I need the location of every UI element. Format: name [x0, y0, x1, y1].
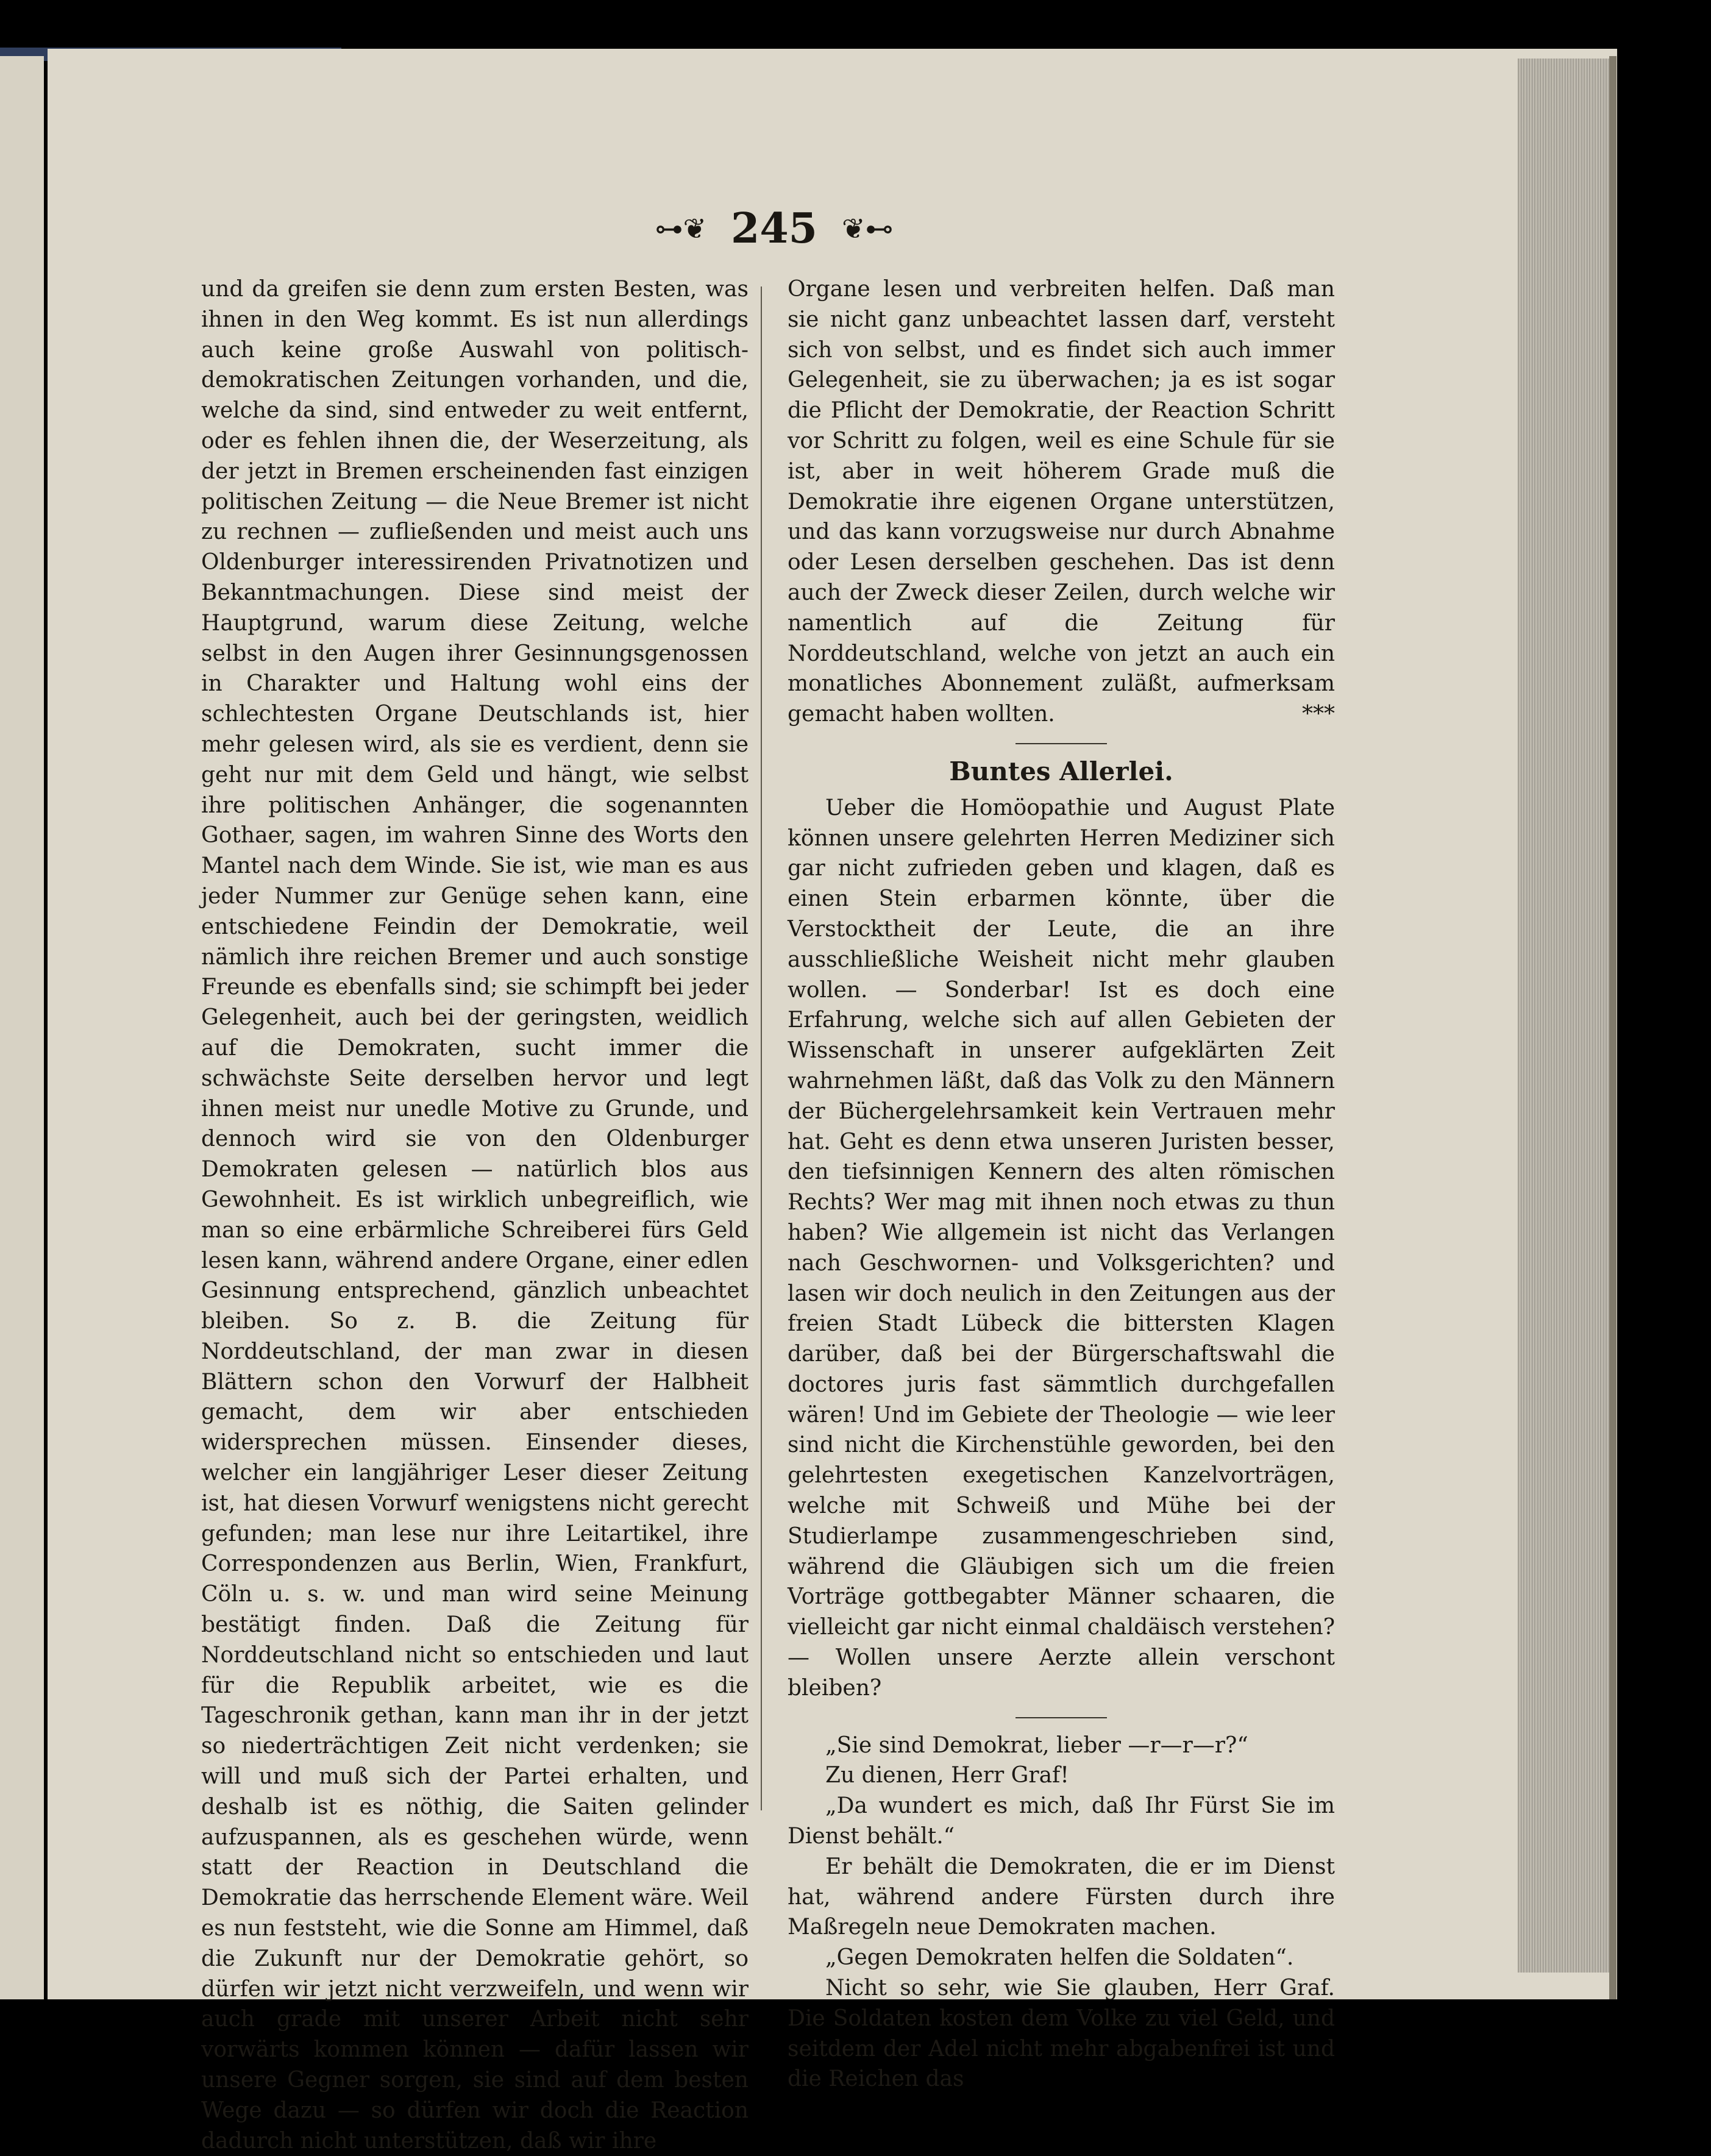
dialog-line: „Sie sind Demokrat, lieber —r—r—r?“: [825, 1732, 1248, 1758]
page-number: 245: [731, 204, 817, 253]
section-text: Ueber die Homöopathie und August Plate können unsere gelehrten Herren Mediziner sich gar nicht zufrieden geben und klagen, daß es einen Stein erbarmen könnte, über die Verstocktheit der Leute, die an ihre ausschließliche Weisheit nicht mehr glauben wollen. — Sonderbar! Ist es doch eine Erfahrung, welche sich auf allen Gebieten der Wissenschaft in unserer aufgeklärten Zeit wahrnehmen läßt, daß das Volk zu den Männern der Büchergelehrsamkeit kein Vertrauen mehr hat. Geht es denn etwa unseren Juristen besser, den tiefsinnigen Kennern des alten römischen Rechts? Wer mag mit ihnen noch etwas zu thun haben? Wie allgemein ist nicht das Verlangen nach Geschwornen- und Volksgerichten? und lasen wir doch neulich in den Zeitungen aus der freien Stadt Lübeck die bittersten Klagen darüber, daß bei der Bürgerschaftswahl die doctores juris fast sämmtlich durchgefallen wären! Und im Gebiete der Theologie — wie leer sind nicht die Kirchenstühle geworden, bei den gelehrtesten exegetischen Kanzelvorträgen, welche mit Schweiß und Mühe bei der Studierlampe zusammengeschrieben sind, während die Gläubigen sich um die freien Vorträge gottbegabter Männer schaaren, die vielleicht gar nicht einmal chaldäisch verstehen? — Wollen unsere Aerzte allein verschont bleiben?: [788, 795, 1335, 1701]
dialog-line: Er behält die Demokraten, die er im Dienst hat, während andere Fürsten durch ihre Maßregeln neue Demokraten machen.: [788, 1854, 1335, 1940]
page-header: [622, 201, 927, 256]
left-column-text: und da greifen sie denn zum ersten Besten, was ihnen in den Weg kommt. Es ist nun allerdings auch keine große Auswahl von politisch-demokratischen Zeitungen vorhanden, und die, welche da sind, sind entweder zu weit entfernt, oder es fehlen ihnen die, der Weserzeitung, als der jetzt in Bremen erscheinenden fast einzigen politischen Zeitung — die Neue Bremer ist nicht zu rechnen — zufließenden und meist auch uns Oldenburger interessirenden Privatnotizen und Bekanntmachungen. Diese sind meist der Hauptgrund, warum diese Zeitung, welche selbst in den Augen ihrer Gesinnungsgenossen in Charakter und Haltung wohl eins der schlechtesten Organe Deutschlands ist, hier mehr gelesen wird, als sie es verdient, denn sie geht nur mit dem Geld und hängt, wie selbst ihre politischen Anhänger, die sogenannten Gothaer, sagen, im wahren Sinne des Worts den Mantel nach dem Winde. Sie ist, wie man es aus jeder Nummer zur Genüge sehen kann, eine entschiedene Feindin der Demokratie, weil nämlich ihre reichen Bremer und auch sonstige Freunde es ebenfalls sind; sie schimpft bei jeder Gelegenheit, auch bei der geringsten, weidlich auf die Demokraten, sucht immer die schwächste Seite derselben hervor und legt ihnen meist nur unedle Motive zu Grunde, und dennoch wird sie von den Oldenburger Demokraten gelesen — natürlich blos aus Gewohnheit. Es ist wirklich unbegreiflich, wie man so eine erbärmliche Schreiberei fürs Geld lesen kann, während andere Organe, einer edlen Gesinnung entsprechend, gänzlich unbeachtet bleiben. So z. B. die Zeitung für Norddeutschland, der man zwar in diesen Blättern schon den Vorwurf der Halbheit gemacht, dem wir aber entschieden widersprechen müssen. Einsender dieses, welcher ein langjähriger Leser dieser Zeitung ist, hat diesen Vorwurf wenigstens nicht gerecht gefunden; man lese nur ihre Leitartikel, ihre Correspondenzen aus Berlin, Wien, Frankfurt, Cöln u. s. w. und man wird seine Meinung bestätigt finden. Daß die Zeitung für Norddeutschland nicht so entschieden und laut für die Republik arbeitet, wie es die Tageschronik gethan, kann man ihr in der jetzt so niederträchtigen Zeit nicht verdenken; sie will und muß sich der Partei erhalten, und deshalb ist es nöthig, die Saiten gelinder aufzuspannen, als es geschehen würde, wenn statt der Reaction in Deutschland die Demokratie das herrschende Element wäre. Weil es nun feststeht, wie die Sonne am Himmel, daß die Zukunft nur der Demokratie gehört, so dürfen wir jetzt nicht verzweifeln, und wenn wir auch grade mit unserer Arbeit nicht sehr vorwärts kommen können — dafür lassen wir unsere Gegner sorgen, sie sind auf dem besten Wege dazu — so dürfen wir doch die Reaction dadurch nicht unterstützen, daß wir ihre: [201, 277, 749, 2154]
article-continuation: [788, 274, 1335, 730]
section-heading: Buntes Allerlei.: [949, 756, 1173, 786]
ornament-left-icon: ⊶❦: [655, 212, 707, 245]
section-separator: [1016, 743, 1107, 744]
dialog-separator: [1016, 1717, 1107, 1718]
left-column: [201, 274, 749, 2156]
cover-edge: [1609, 56, 1617, 1999]
page-block-edge: [1518, 59, 1609, 1973]
dialog-line: Nicht so sehr, wie Sie glauben, Herr Graf. Die Soldaten kosten dem Volke zu viel Geld, und seitdem der Adel nicht mehr abgabenfrei ist und die Reichen das: [788, 1976, 1335, 2092]
right-column: [788, 274, 1335, 2094]
dialog-block: [788, 1731, 1335, 2095]
column-divider: [761, 286, 762, 1810]
dialog-line: „Da wundert es mich, daß Ihr Fürst Sie im Dienst behält.“: [788, 1793, 1335, 1849]
continuation-text: Organe lesen und verbreiten helfen. Daß man sie nicht ganz unbeachtet lassen darf, versteht sich von selbst, und es findet sich auch immer Gelegenheit, sie zu überwachen; ja es ist sogar die Pflicht der Demokratie, der Reaction Schritt vor Schritt zu folgen, weil es eine Schule für sie ist, aber in weit höherem Grade muß die Demokratie ihre eigenen Organe unterstützen, und das kann vorzugsweise nur durch Abnahme oder Lesen derselben geschehen. Das ist denn auch der Zweck dieser Zeilen, durch welche wir namentlich auf die Zeitung für Norddeutschland, welche von jetzt an auch ein monatliches Abonnement zuläßt, aufmerksam gemacht haben wollten.: [788, 277, 1335, 727]
ornament-right-icon: ❦⊷: [841, 212, 894, 245]
previous-page-edge: [0, 56, 44, 1999]
dialog-line: „Gegen Demokraten helfen die Soldaten“.: [825, 1945, 1294, 1971]
author-signature: ***: [1302, 702, 1335, 727]
dialog-line: Zu dienen, Herr Graf!: [825, 1763, 1069, 1788]
